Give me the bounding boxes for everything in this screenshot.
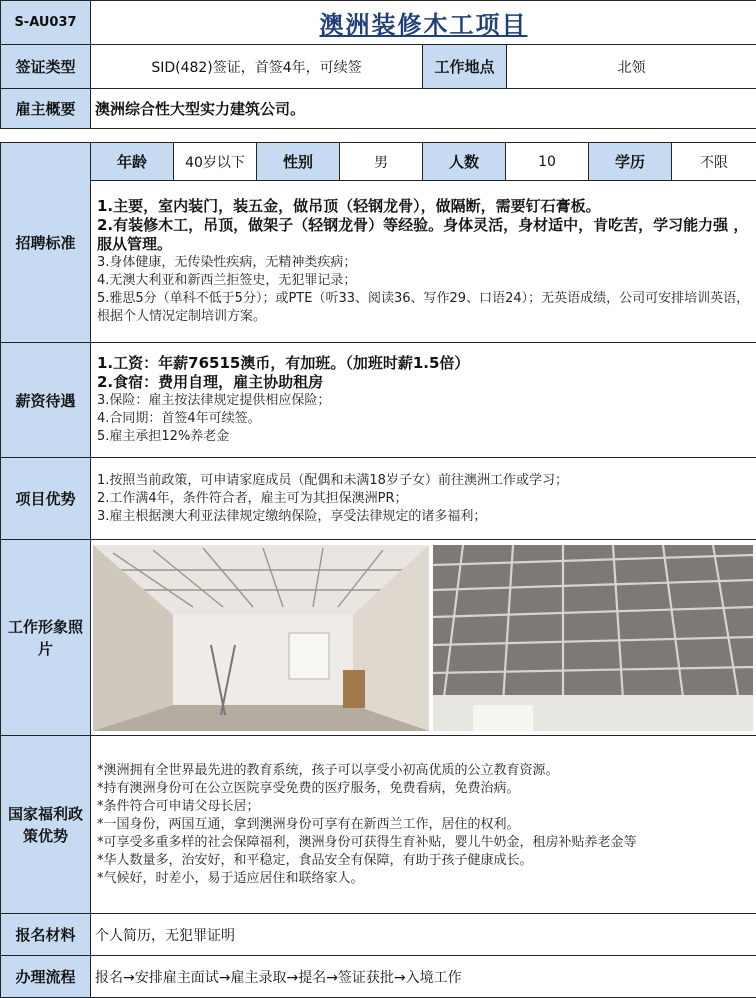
visa-type-label: 签证类型 <box>1 45 91 89</box>
recruit-line: 1.主要，室内装门，装五金，做吊顶（轻钢龙骨），做隔断，需要钉石膏板。 <box>97 197 750 216</box>
edu-value: 不限 <box>672 143 756 181</box>
materials-label: 报名材料 <box>1 914 91 956</box>
edu-label: 学历 <box>589 143 672 181</box>
project-code: S-AU037 <box>1 1 91 45</box>
process-label: 办理流程 <box>1 956 91 998</box>
age-label: 年龄 <box>91 143 174 181</box>
count-value: 10 <box>506 143 589 181</box>
count-label: 人数 <box>423 143 506 181</box>
recruit-line: 3.身体健康，无传染性疾病，无精神类疾病； <box>97 254 750 272</box>
recruit-label: 招聘标准 <box>1 143 91 343</box>
materials-value: 个人简历，无犯罪证明 <box>91 914 756 956</box>
location-value: 北领 <box>507 45 756 89</box>
photos-cell <box>91 540 756 736</box>
age-value: 40岁以下 <box>174 143 257 181</box>
gender-label: 性别 <box>257 143 340 181</box>
photos-label: 工作形象照片 <box>1 540 91 736</box>
employer-label: 雇主概要 <box>1 89 91 129</box>
salary-content <box>91 343 756 458</box>
page-title: 澳洲装修木工项目 <box>91 1 756 45</box>
welfare-line: *气候好，时差小，易于适应居住和联络家人。 <box>97 870 750 888</box>
salary-line: 2.食宿：费用自理，雇主协助租房 <box>97 373 750 392</box>
employer-value: 澳洲综合性大型实力建筑公司。 <box>91 89 756 129</box>
welfare-line: *澳洲拥有全世界最先进的教育系统，孩子可以享受小初高优质的公立教育资源。 <box>97 762 750 780</box>
visa-type-value: SID(482)签证，首签4年，可续签 <box>91 45 423 89</box>
welfare-line: *可享受多重多样的社会保障福利，澳洲身份可获得生育补贴，婴儿牛奶金，租房补贴养老金等 <box>97 834 750 852</box>
welfare-label: 国家福利政策优势 <box>1 736 91 914</box>
welfare-content <box>91 736 756 914</box>
recruit-line: 5.雅思5分（单科不低于5分）；或PTE（听33、阅读36、写作29、口语24）；无英语成绩，公司可安排培训英语，根据个人情况定制培训方案。 <box>97 290 750 326</box>
details-table <box>0 142 756 998</box>
salary-label: 薪资待遇 <box>1 343 91 458</box>
salary-line: 5.雇主承担12%养老金 <box>97 428 750 446</box>
recruit-content <box>91 181 756 343</box>
ceiling-photo <box>433 545 753 731</box>
room-photo <box>93 545 429 731</box>
location-label: 工作地点 <box>423 45 507 89</box>
advantage-line: 2.工作满4年，条件符合者，雇主可为其担保澳洲PR； <box>97 490 750 508</box>
info-table <box>0 0 756 129</box>
advantage-line: 1.按照当前政策，可申请家庭成员（配偶和未满18岁子女）前往澳洲工作或学习； <box>97 472 750 490</box>
salary-line: 1.工资：年薪76515澳币，有加班。（加班时薪1.5倍） <box>97 354 750 373</box>
welfare-line: *条件符合可申请父母长居； <box>97 798 750 816</box>
recruit-line: 4.无澳大利亚和新西兰拒签史，无犯罪记录； <box>97 272 750 290</box>
process-value: 报名→安排雇主面试→雇主录取→提名→签证获批→入境工作 <box>91 956 756 998</box>
advantage-line: 3.雇主根据澳大利亚法律规定缴纳保险，享受法律规定的诸多福利； <box>97 508 750 526</box>
advantages-content <box>91 458 756 540</box>
advantages-label: 项目优势 <box>1 458 91 540</box>
welfare-line: *华人数量多，治安好，和平稳定，食品安全有保障，有助于孩子健康成长。 <box>97 852 750 870</box>
welfare-line: *一国身份，两国互通，拿到澳洲身份可享有在新西兰工作，居住的权利。 <box>97 816 750 834</box>
gender-value: 男 <box>340 143 423 181</box>
salary-line: 3.保险：雇主按法律规定提供相应保险； <box>97 392 750 410</box>
recruit-line: 2.有装修木工，吊顶，做架子（轻钢龙骨）等经验。身体灵活，身材适中，肯吃苦，学习能力强 ，服从管理。 <box>97 216 750 254</box>
welfare-line: *持有澳洲身份可在公立医院享受免费的医疗服务，免费看病，免费治病。 <box>97 780 750 798</box>
salary-line: 4.合同期：首签4年可续签。 <box>97 410 750 428</box>
